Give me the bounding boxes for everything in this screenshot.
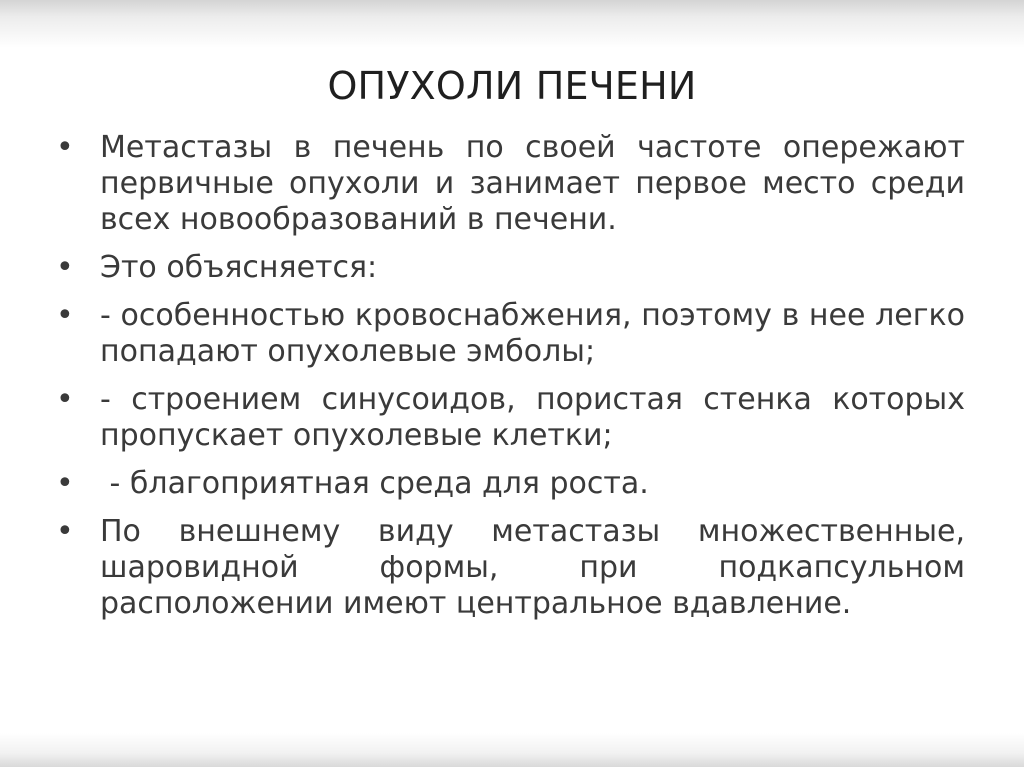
bullet-item (56, 298, 965, 370)
bullet-list (56, 130, 965, 634)
bullet-text: - строением синусоидов, пористая стенка которых пропускает опухолевые клетки; (100, 382, 965, 453)
bullet-text: - благоприятная среда для роста. (100, 466, 649, 501)
bullet-item (56, 382, 965, 454)
bullet-item (56, 250, 965, 286)
slide-title: ОПУХОЛИ ПЕЧЕНИ (327, 64, 697, 108)
bottom-shadow (0, 733, 1024, 767)
top-shadow (0, 0, 1024, 48)
bullet-text: Это объясняется: (100, 250, 378, 285)
bullet-item (56, 514, 965, 622)
bullet-marker: • (56, 130, 74, 165)
bullet-marker: • (56, 466, 74, 501)
bullet-item (56, 466, 965, 502)
bullet-marker: • (56, 514, 74, 549)
bullet-marker: • (56, 298, 74, 333)
bullet-text: - особенностью кровоснабжения, поэтому в нее легко попадают опухолевые эмболы; (100, 298, 965, 369)
bullet-marker: • (56, 382, 74, 417)
bullet-item (56, 130, 965, 238)
bullet-marker: • (56, 250, 74, 285)
bullet-text: Метастазы в печень по своей частоте опережают первичные опухоли и занимает первое место среди всех новообразований в печени. (100, 130, 965, 237)
bullet-text: По внешнему виду метастазы множественные, шаровидной формы, при подкапсульном расположении имеют центральное вдавление. (100, 514, 965, 621)
